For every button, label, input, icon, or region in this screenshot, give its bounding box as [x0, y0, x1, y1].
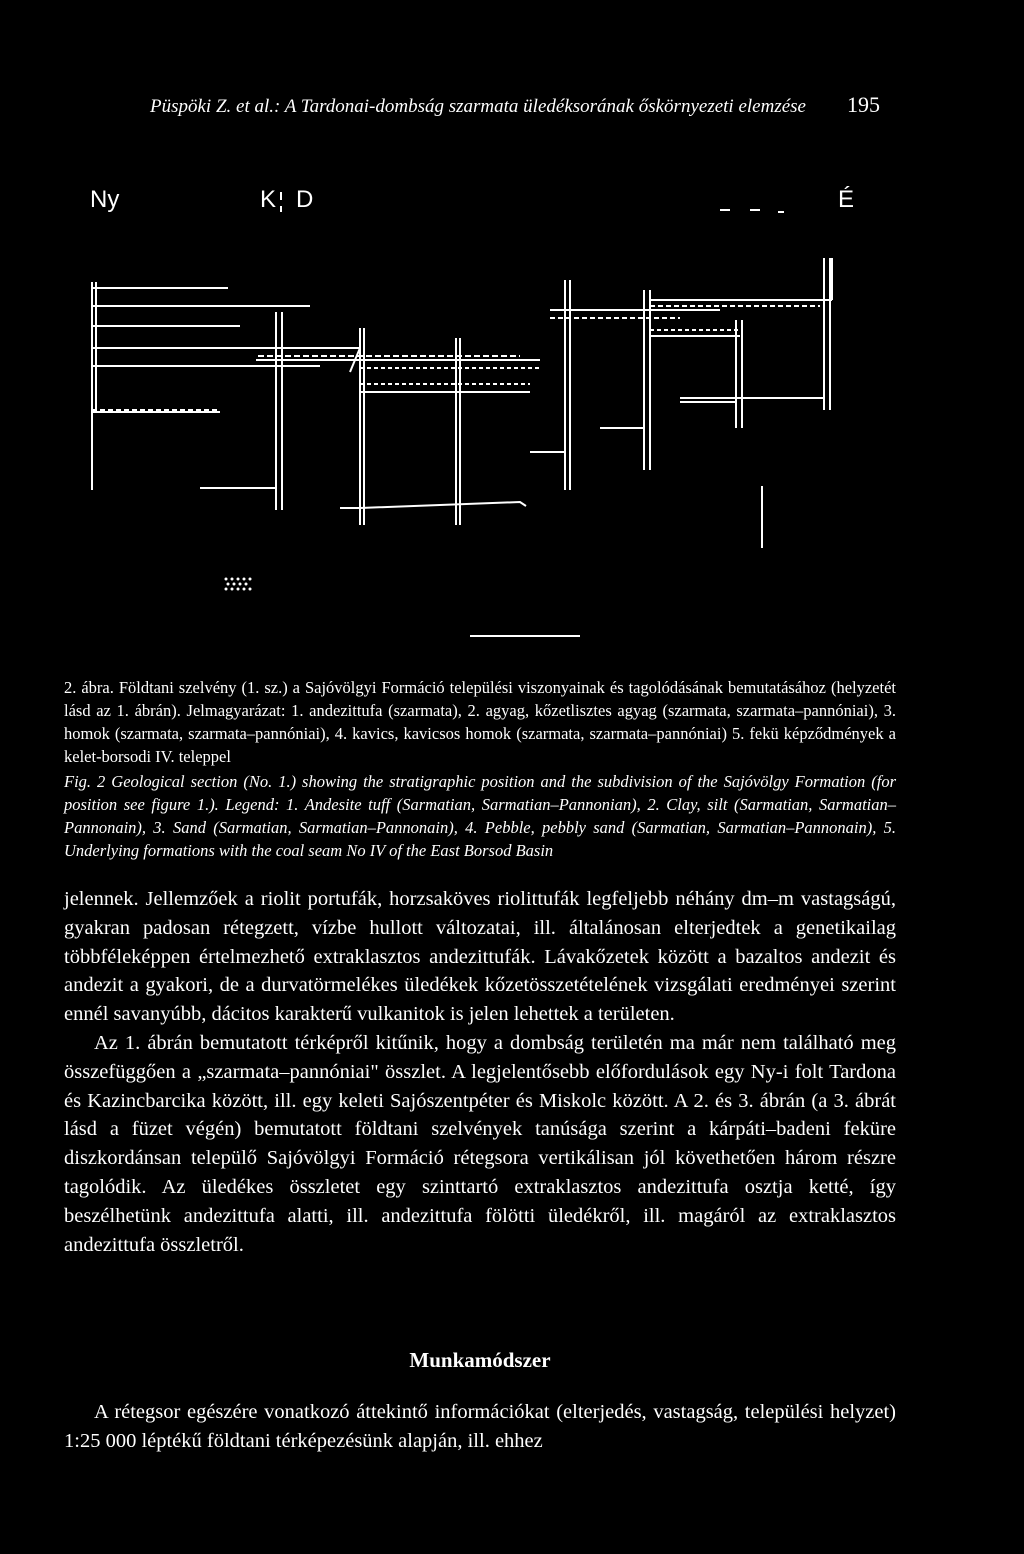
geological-section-figure [60, 170, 900, 650]
figure-caption-english: Fig. 2 Geological section (No. 1.) showing the stratigraphic position and the subdivision of the Sajóvölgy Formation (for position see figure 1.). Legend: 1. Andesite tuff (Sarmatian, Sarmatian–Pannonian), 2. Clay, silt (Sarmatian, Sarmatian–Pannonain), 3. Sand (Sarmatian, Sarmatian–Pannonain), 4. Pebble, pebbly sand (Sarmatian, Sarmatian–Pannonain), 5. Underlying formations with the coal seam No IV of the East Borsod Basin [64, 772, 896, 860]
label-k: K [260, 186, 277, 213]
section-heading: Munkamódszer [409, 1348, 551, 1372]
running-title: Püspöki Z. et al.: A Tardonai-dombság szarmata üledéksorának őskörnyezeti elemzése [150, 96, 806, 117]
label-north: É [838, 186, 855, 213]
body-text-section [64, 1398, 896, 1456]
label-d: D [296, 186, 314, 213]
figure-caption-hungarian: 2. ábra. Földtani szelvény (1. sz.) a Sajóvölgyi Formáció települési viszonyainak és tagolódásának bemutatásához (helyzetét lásd az 1. ábrán). Jelmagyarázat: 1. andezittufa (szarmata), 2. agyag, kőzetlisztes agyag (szarmata, szarmata–pannóniai), 3. homok (szarmata, szarmata–pannóniai), 4. kavics, kavicsos homok (szarmata, szarmata–pannóniai) 5. fekü képződmények a kelet-borsodi IV. teleppel [64, 678, 896, 766]
body-text [64, 885, 896, 1259]
paragraph: jelennek. Jellemzőek a riolit portufák, horzsaköves riolittufák legfeljebb néhány dm–m vastagságú, gyakran padosan rétegzett, vízbe hullott változatai, ill. általánosan elterjedtek a genetikailag többféleképpen értelmezhető extraklasztos andezittufák. Lávakőzetek között a bazaltos andezit és andezit a gyakori, de a durvatörmelékes üledékek kőzetösszetételének vizsgálati eredményei szerint ennél savanyúbb, dácitos karakterű vulkanitok is jelen lehettek a területen. [64, 888, 896, 1026]
page-number: 195 [847, 92, 880, 117]
paragraph: Az 1. ábrán bemutatott térképről kitűnik, hogy a dombság területén ma már nem található meg összefüggően a „szarmata–pannóniai" összlet. A legjelentősebb előfordulások egy Ny-i folt Tardona és Kazincbarcika között, ill. egy keleti Sajószentpéter és Miskolc között. A 2. és 3. ábrán (a 3. ábrát lásd a füzet végén) bemutatott földtani szelvények tanúsága szerint a kárpáti–badeni feküre diszkordánsan települő Sajóvölgyi Formáció rétegsora vertikálisan jól követhetően három részre tagolódik. Az üledékes összletet egy szinttartó extraklasztos andezittufa osztja ketté, így beszélhetünk andezittufa alatti, ill. andezittufa fölötti üledékről, ill. magáról az extraklasztos andezittufa összletről. [64, 1031, 896, 1256]
paragraph: A rétegsor egészére vonatkozó áttekintő információkat (elterjedés, vastagság, települési helyzet) 1:25 000 léptékű földtani térképezésünk alapján, ill. ehhez [64, 1401, 896, 1452]
running-header [150, 92, 880, 118]
section-drawing [60, 170, 900, 650]
label-west: Ny [90, 186, 120, 213]
